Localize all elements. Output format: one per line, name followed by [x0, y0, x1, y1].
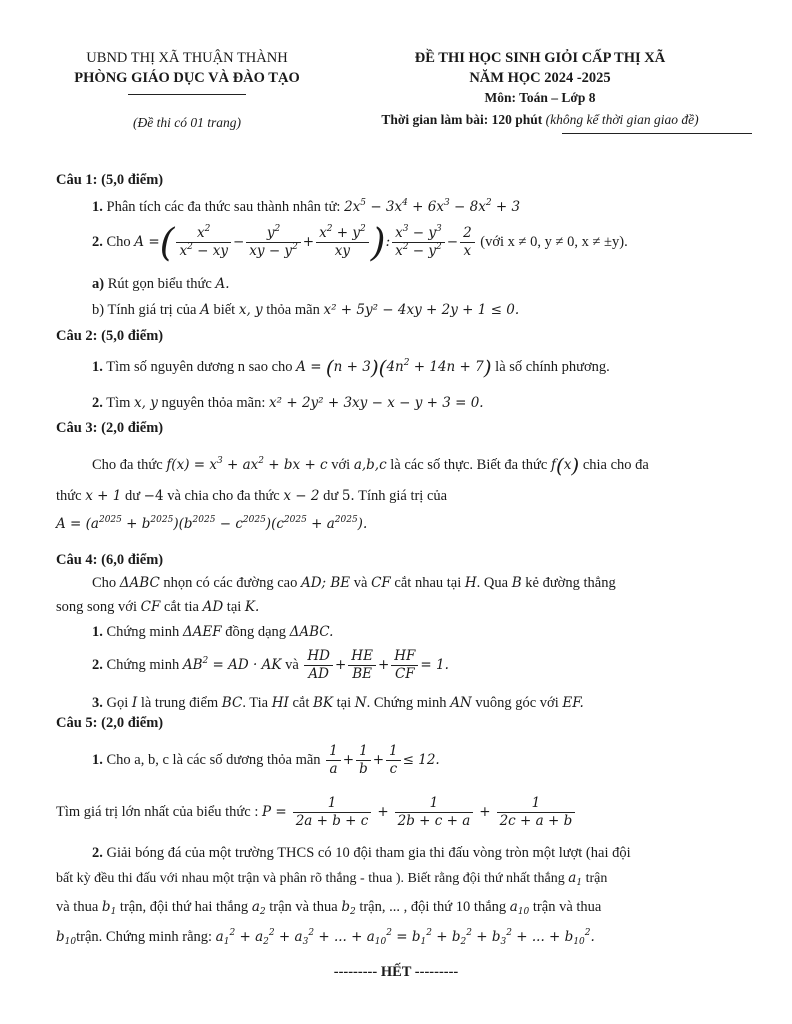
q2-part1-label: 1.	[92, 359, 103, 375]
q5-identity: $a_1^2 + a_2^2 + a_3^2$ + ... + $a_{10}^2 = b_1^2 + b_2^2 + b_3^2$ + ... + $b_{10}^2$.	[215, 928, 595, 947]
q1-part1-text: Phân tích các đa thức sau thành nhân tử:	[106, 199, 341, 215]
q4-part3-text7: vuông góc với	[475, 695, 559, 711]
q4-part3-text6: . Chứng minh	[366, 695, 447, 711]
q1-part2-label: 2.	[92, 234, 103, 250]
q5-part2-label: 2.	[92, 845, 103, 861]
q5-part2-line3-a: và thua	[56, 899, 99, 915]
q1-part2	[92, 222, 628, 263]
q1-part2-text: Cho	[106, 234, 131, 250]
q4-intro1	[92, 573, 616, 593]
q3-remainder2: 5.	[341, 488, 355, 504]
q4-k: K.	[244, 599, 260, 615]
q5-part1-text: Cho a, b, c là các số dương thỏa mãn	[106, 752, 321, 768]
school-year: NĂM HỌC 2024 -2025	[469, 70, 611, 86]
q5-expression-p: P = $\frac{1}{2a + b + c}$ + $\frac{1}{2b + c + a}$ + $\frac{1}{2c + a + b}$	[262, 804, 581, 820]
q1-part-a	[92, 274, 230, 294]
q4-part3	[92, 693, 584, 713]
q2-part2-label: 2.	[92, 395, 103, 411]
time-label: Thời gian làm bài: 120 phút	[381, 112, 543, 127]
q1-part-a-label: a)	[92, 276, 105, 292]
q4-h: H	[464, 575, 477, 591]
header-right-rule	[562, 133, 752, 134]
q1-part-b	[92, 300, 519, 320]
q3-divisor1: x + 1	[85, 488, 122, 504]
q4-intro1-e: . Qua	[476, 575, 509, 591]
q4-ef: EF.	[562, 695, 584, 711]
q5-part2-line3-e: trận và thua	[532, 899, 602, 915]
q4-part3-label: 3.	[92, 695, 103, 711]
q5-b10: $b_{10}$	[56, 929, 77, 947]
q2-part2-equation: x² + 2y² + 3xy − x − y + 3 = 0.	[269, 395, 484, 411]
q5-part1-label: 1.	[92, 752, 103, 768]
q4-aef: ΔAEF	[182, 624, 222, 640]
q5-b2: $b_2$	[341, 899, 356, 917]
header-right	[330, 48, 750, 134]
header-left	[52, 48, 322, 131]
q4-part1	[92, 622, 333, 642]
q3-line2-e: Tính giá trị của	[358, 488, 448, 504]
q4-part3-text4: cắt	[292, 695, 310, 711]
q1-part-b-text3: thỏa mãn	[266, 302, 320, 318]
q1-part-a-var: A.	[215, 276, 230, 292]
q3-line1	[92, 455, 649, 476]
q3-remainder1: −4	[143, 488, 164, 504]
q4-part1-text1: Chứng minh	[106, 624, 180, 640]
q4-triangle: ΔABC	[119, 575, 160, 591]
q2-part2	[92, 393, 484, 413]
q4-ratio-sum: $\frac{HD}{AD}$ + $\frac{HE}{BE}$ + $\frac{HF}{CF}$ = 1.	[302, 657, 449, 673]
q3-line1-d: chia cho đa	[582, 457, 649, 473]
q4-intro1-a: Cho	[92, 575, 117, 591]
q4-intro1-f: kẻ đường thẳng	[525, 575, 616, 591]
time-note: (không kể thời gian giao đề)	[545, 112, 699, 127]
q4-n: N	[354, 695, 367, 711]
q3-line1-vars: a,b,c	[353, 457, 387, 473]
q5-a1: $a_1$	[568, 870, 583, 888]
q1-part1-label: 1.	[92, 199, 103, 215]
q4-bc: BC	[221, 695, 243, 711]
q5-condition: $\frac{1}{a}$ + $\frac{1}{b}$ + $\frac{1}{c}$ ≤ 12.	[324, 752, 440, 768]
q2-title: Câu 2: (5,0 điểm)	[56, 328, 164, 344]
q3-line1-c: là các số thực. Biết đa thức	[390, 457, 548, 473]
q3-line2-a: thức	[56, 488, 82, 504]
q3-line2-c: và chia cho đa thức	[167, 488, 280, 504]
q5-a2: $a_2$	[251, 899, 266, 917]
q2-part2-text2: nguyên thỏa mãn:	[161, 395, 266, 411]
q1-part-b-text1: Tính giá trị của	[107, 302, 197, 318]
q1-part1	[92, 197, 520, 217]
q4-abc: ΔABC.	[289, 624, 334, 640]
q5-part2-line1	[92, 843, 631, 863]
q2-part2-vars: x, y	[134, 395, 158, 411]
authority-name: UBND THỊ XÃ THUẬN THÀNH	[86, 50, 288, 66]
q5-part2-line4-a: trận. Chứng minh rằng:	[76, 929, 213, 945]
q1-expression-a: A =( $\frac{x^2}{x^2 - xy}$ − $\frac{y^2}{xy - y^2}$ + $\frac{x^2 + y^2}{xy}$ ): $\frac{x^3 - y^3}{x^2 - y^2}$ − $\frac{2}{x}$	[134, 234, 476, 250]
q5-title: Câu 5: (2,0 điểm)	[56, 715, 164, 731]
q4-i: I	[131, 695, 138, 711]
q4-cf2: CF	[140, 599, 161, 615]
q5-part2-line2	[56, 868, 607, 889]
department-name: PHÒNG GIÁO DỤC VÀ ĐÀO TẠO	[74, 70, 300, 86]
q2-part1-text2: là số chính phương.	[495, 359, 610, 375]
q5-part2-line3-c: trận và thua	[269, 899, 338, 915]
q4-part3-text1: Gọi	[106, 695, 129, 711]
q4-part1-text2: đồng dạng	[225, 624, 287, 640]
q4-part2	[92, 645, 449, 685]
exam-title: ĐỀ THI HỌC SINH GIỎI CẤP THỊ XÃ	[414, 50, 666, 66]
q4-intro2-c: tại	[226, 599, 242, 615]
q1-part-b-vars: x, y	[238, 302, 263, 318]
q5-part2-line2-b: trận	[585, 871, 608, 886]
q4-ab2: $AB^2$ = AD · AK	[182, 656, 282, 673]
q5-b1: $b_1$	[101, 899, 117, 917]
q3-expression	[56, 514, 367, 534]
q4-part1-label: 1.	[92, 624, 103, 640]
q5-part1	[92, 740, 440, 780]
q4-title: Câu 4: (6,0 điểm)	[56, 552, 164, 568]
q1-part-b-label: b)	[92, 302, 105, 318]
q4-part2-label: 2.	[92, 657, 103, 673]
q1-part2-condition: (với x ≠ 0, y ≠ 0, x ≠ ±y).	[480, 234, 628, 250]
q4-b: B	[511, 575, 522, 591]
q4-part3-text3: . Tia	[242, 695, 269, 711]
q4-intro1-c: và	[353, 575, 368, 591]
q5-part1-tail	[56, 792, 581, 832]
q5-part2-line3-d: trận, ... , đội thứ 10 thắng	[359, 899, 507, 915]
q4-intro1-b: nhọn có các đường cao	[163, 575, 298, 591]
q3-divisor2: x − 2	[283, 488, 320, 504]
q3-poly: $f(x) = x^3 + ax^2$ + bx + c	[166, 456, 328, 473]
q1-part-a-text: Rút gọn biểu thức	[107, 276, 212, 292]
q4-cf: CF	[371, 575, 391, 591]
q4-ad2: AD	[202, 599, 224, 615]
q3-line2-b: dư	[124, 488, 141, 504]
q1-part1-poly: $2x^5 - 3x^4 + 6x^3 - 8x^2 + 3$	[344, 198, 521, 215]
q2-expression: $A = (n + 3)(4n^2 + 14n + 7)$	[296, 355, 492, 380]
q1-part-b-inequality: x² + 5y² − 4xy + 2y + 1 ≤ 0.	[323, 302, 520, 318]
q4-intro1-d: cắt nhau tại	[394, 575, 462, 591]
q4-part2-text1: Chứng minh	[106, 657, 180, 673]
q2-part1	[92, 357, 610, 378]
q1-title: Câu 1: (5,0 điểm)	[56, 172, 164, 188]
q2-part2-text1: Tìm	[106, 395, 131, 411]
time-line	[330, 112, 750, 128]
q5-part2-line3-b: trận, đội thứ hai thắng	[119, 899, 249, 915]
q4-an: AN	[450, 695, 472, 711]
q4-ad: AD; BE	[300, 575, 351, 591]
q3-fx: f(x)	[550, 453, 580, 478]
subject-line: Môn: Toán – Lớp 8	[484, 90, 596, 105]
q5-part1-tail-text: Tìm giá trị lớn nhất của biểu thức :	[56, 804, 259, 820]
q4-hi: HI	[271, 695, 289, 711]
q5-part2-line4	[56, 927, 595, 947]
q3-line2	[56, 486, 447, 506]
q4-bk: BK	[313, 695, 334, 711]
q5-part2-line2-a: bất kỳ đều thi đấu với nhau một trận và phân rõ thắng - thua ). Biết rằng đội thứ nhất thắng	[56, 871, 565, 886]
page-count-note: (Đề thi có 01 trang)	[133, 115, 241, 130]
q1-part-b-text2: biết	[213, 302, 236, 318]
q4-part2-text2: và	[285, 657, 299, 673]
header-left-rule	[128, 94, 246, 95]
q5-part2-line3	[56, 897, 601, 917]
q4-intro2	[56, 597, 259, 617]
q5-a10: $a_{10}$	[509, 899, 530, 917]
q3-line2-d: dư	[323, 488, 339, 504]
q3-title: Câu 3: (2,0 điểm)	[56, 420, 164, 436]
q3-line1-a: Cho đa thức	[92, 457, 163, 473]
q3-line1-b: với	[331, 457, 351, 473]
q4-part3-text5: tại	[336, 695, 352, 711]
q4-intro2-a: song song với	[56, 599, 137, 615]
q2-part1-text1: Tìm số nguyên dương n sao cho	[106, 359, 293, 375]
q1-part-b-var: A	[200, 302, 210, 318]
q3-expression-a: $A = (a^{2025} + b^{2025})(b^{2025} - c^{2025})(c^{2025} + a^{2025})$.	[56, 515, 368, 532]
q4-intro2-b: cắt tia	[163, 599, 199, 615]
q4-part3-text2: là trung điểm	[140, 695, 219, 711]
end-marker: --------- HẾT ---------	[333, 964, 459, 980]
q5-part2-line1-text: Giải bóng đá của một trường THCS có 10 đội tham gia thi đấu vòng tròn một lượt (hai đội	[106, 845, 631, 861]
